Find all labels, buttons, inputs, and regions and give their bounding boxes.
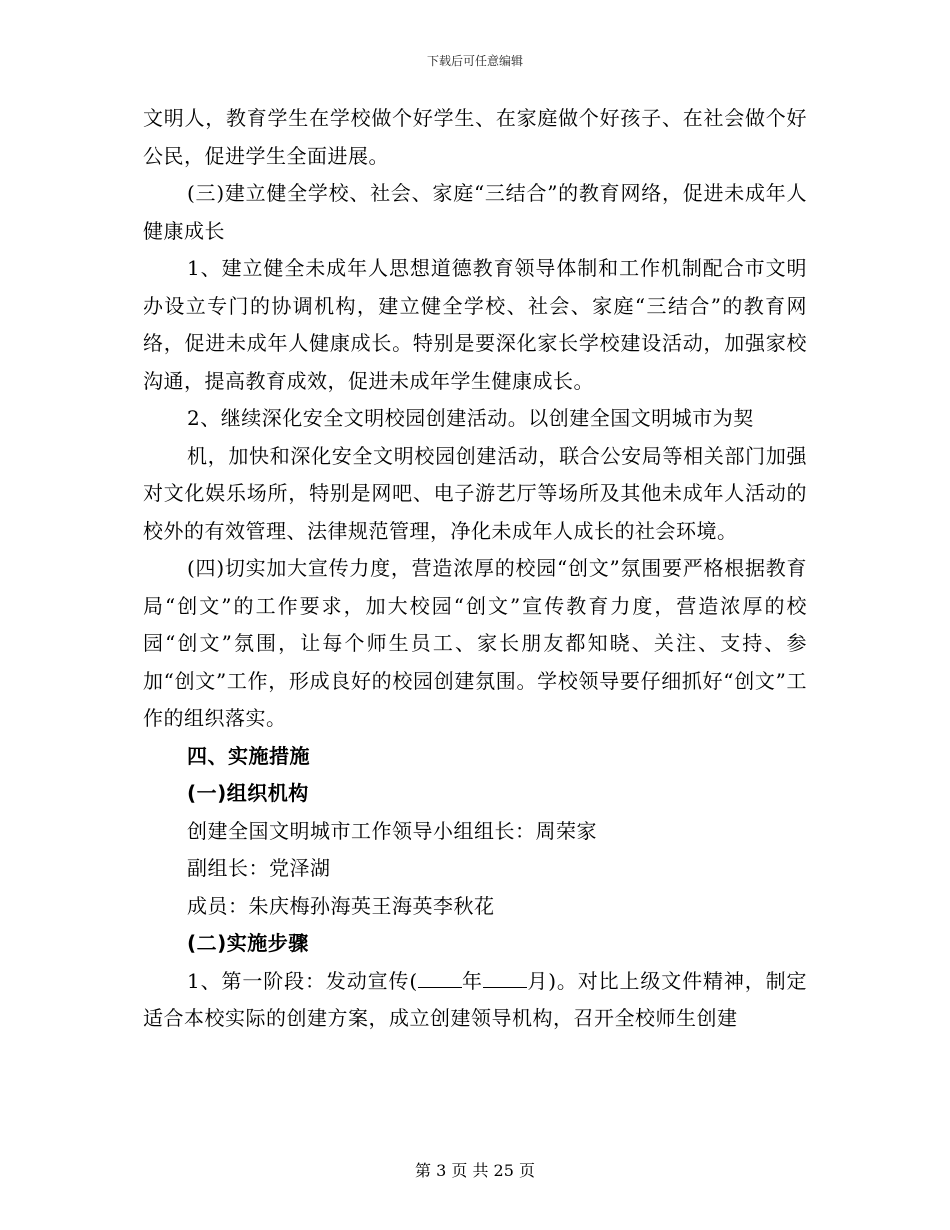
- list-leader: 创建全国文明城市工作领导小组组长：周荣家: [187, 818, 597, 843]
- paragraph-4: 2、继续深化安全文明校园创建活动。以创建全国文明城市为契: [187, 406, 754, 430]
- paragraph-5: 机，加快和深化安全文明校园创建活动，联合公安局等相关部门加强对文化娱乐场所，特别是网吧、电子游艺厅等场所及其他未成年人活动的校外的有效管理、法律规范管理，净化未成年人成长的社会环境。: [143, 443, 807, 543]
- paragraph-7: [143, 963, 807, 1038]
- document-body: [143, 100, 807, 1038]
- paragraph-6: (四)切实加大宣传力度，营造浓厚的校园“创文”氛围要严格根据教育局“创文”的工作要求，加大校园“创文”宣传教育力度，营造浓厚的校园“创文”氛围，让每个师生员工、家长朋友都知晓、关注、支持、参加“创文”工作，形成良好的校园创建氛围。学校领导要仔细抓好“创文”工作的组织落实。: [143, 556, 807, 730]
- paragraph-2: (三)建立健全学校、社会、家庭“三结合”的教育网络，促进未成年人健康成长: [143, 181, 807, 243]
- paragraph-7-part-a: 1、第一阶段：发动宣传(: [187, 968, 418, 993]
- list-members: 成员：朱庆梅孙海英王海英李秋花: [187, 893, 495, 918]
- paragraph-3: 1、建立健全未成年人思想道德教育领导体制和工作机制配合市文明办设立专门的协调机构，建立健全学校、社会、家庭“三结合”的教育网络，促进未成年人健康成长。特别是要深化家长学校建设活动，加强家校沟通，提高教育成效，促进未成年学生健康成长。: [143, 256, 807, 393]
- page-footer: 第 3 页 共 25 页: [415, 1161, 535, 1180]
- blank-year: [418, 967, 462, 988]
- list-deputy: 副组长：党泽湖: [187, 856, 331, 880]
- paragraph-7-part-b: 年: [461, 968, 483, 993]
- blank-month: [483, 967, 527, 988]
- section-heading-4: 四、实施措施: [187, 743, 310, 768]
- subheading-organization: (一)组织机构: [187, 781, 309, 805]
- page-header: 下载后可任意编辑: [426, 54, 523, 68]
- paragraph-7-part-c: 月)。对比上级文件精神，制定适合本校实际的创建方案，成立创建领导机构，召开全校师生创建: [143, 968, 808, 1030]
- subheading-steps: (二)实施步骤: [187, 931, 309, 955]
- paragraph-1: 文明人，教育学生在学校做个好学生、在家庭做个好孩子、在社会做个好公民，促进学生全面进展。: [143, 106, 807, 168]
